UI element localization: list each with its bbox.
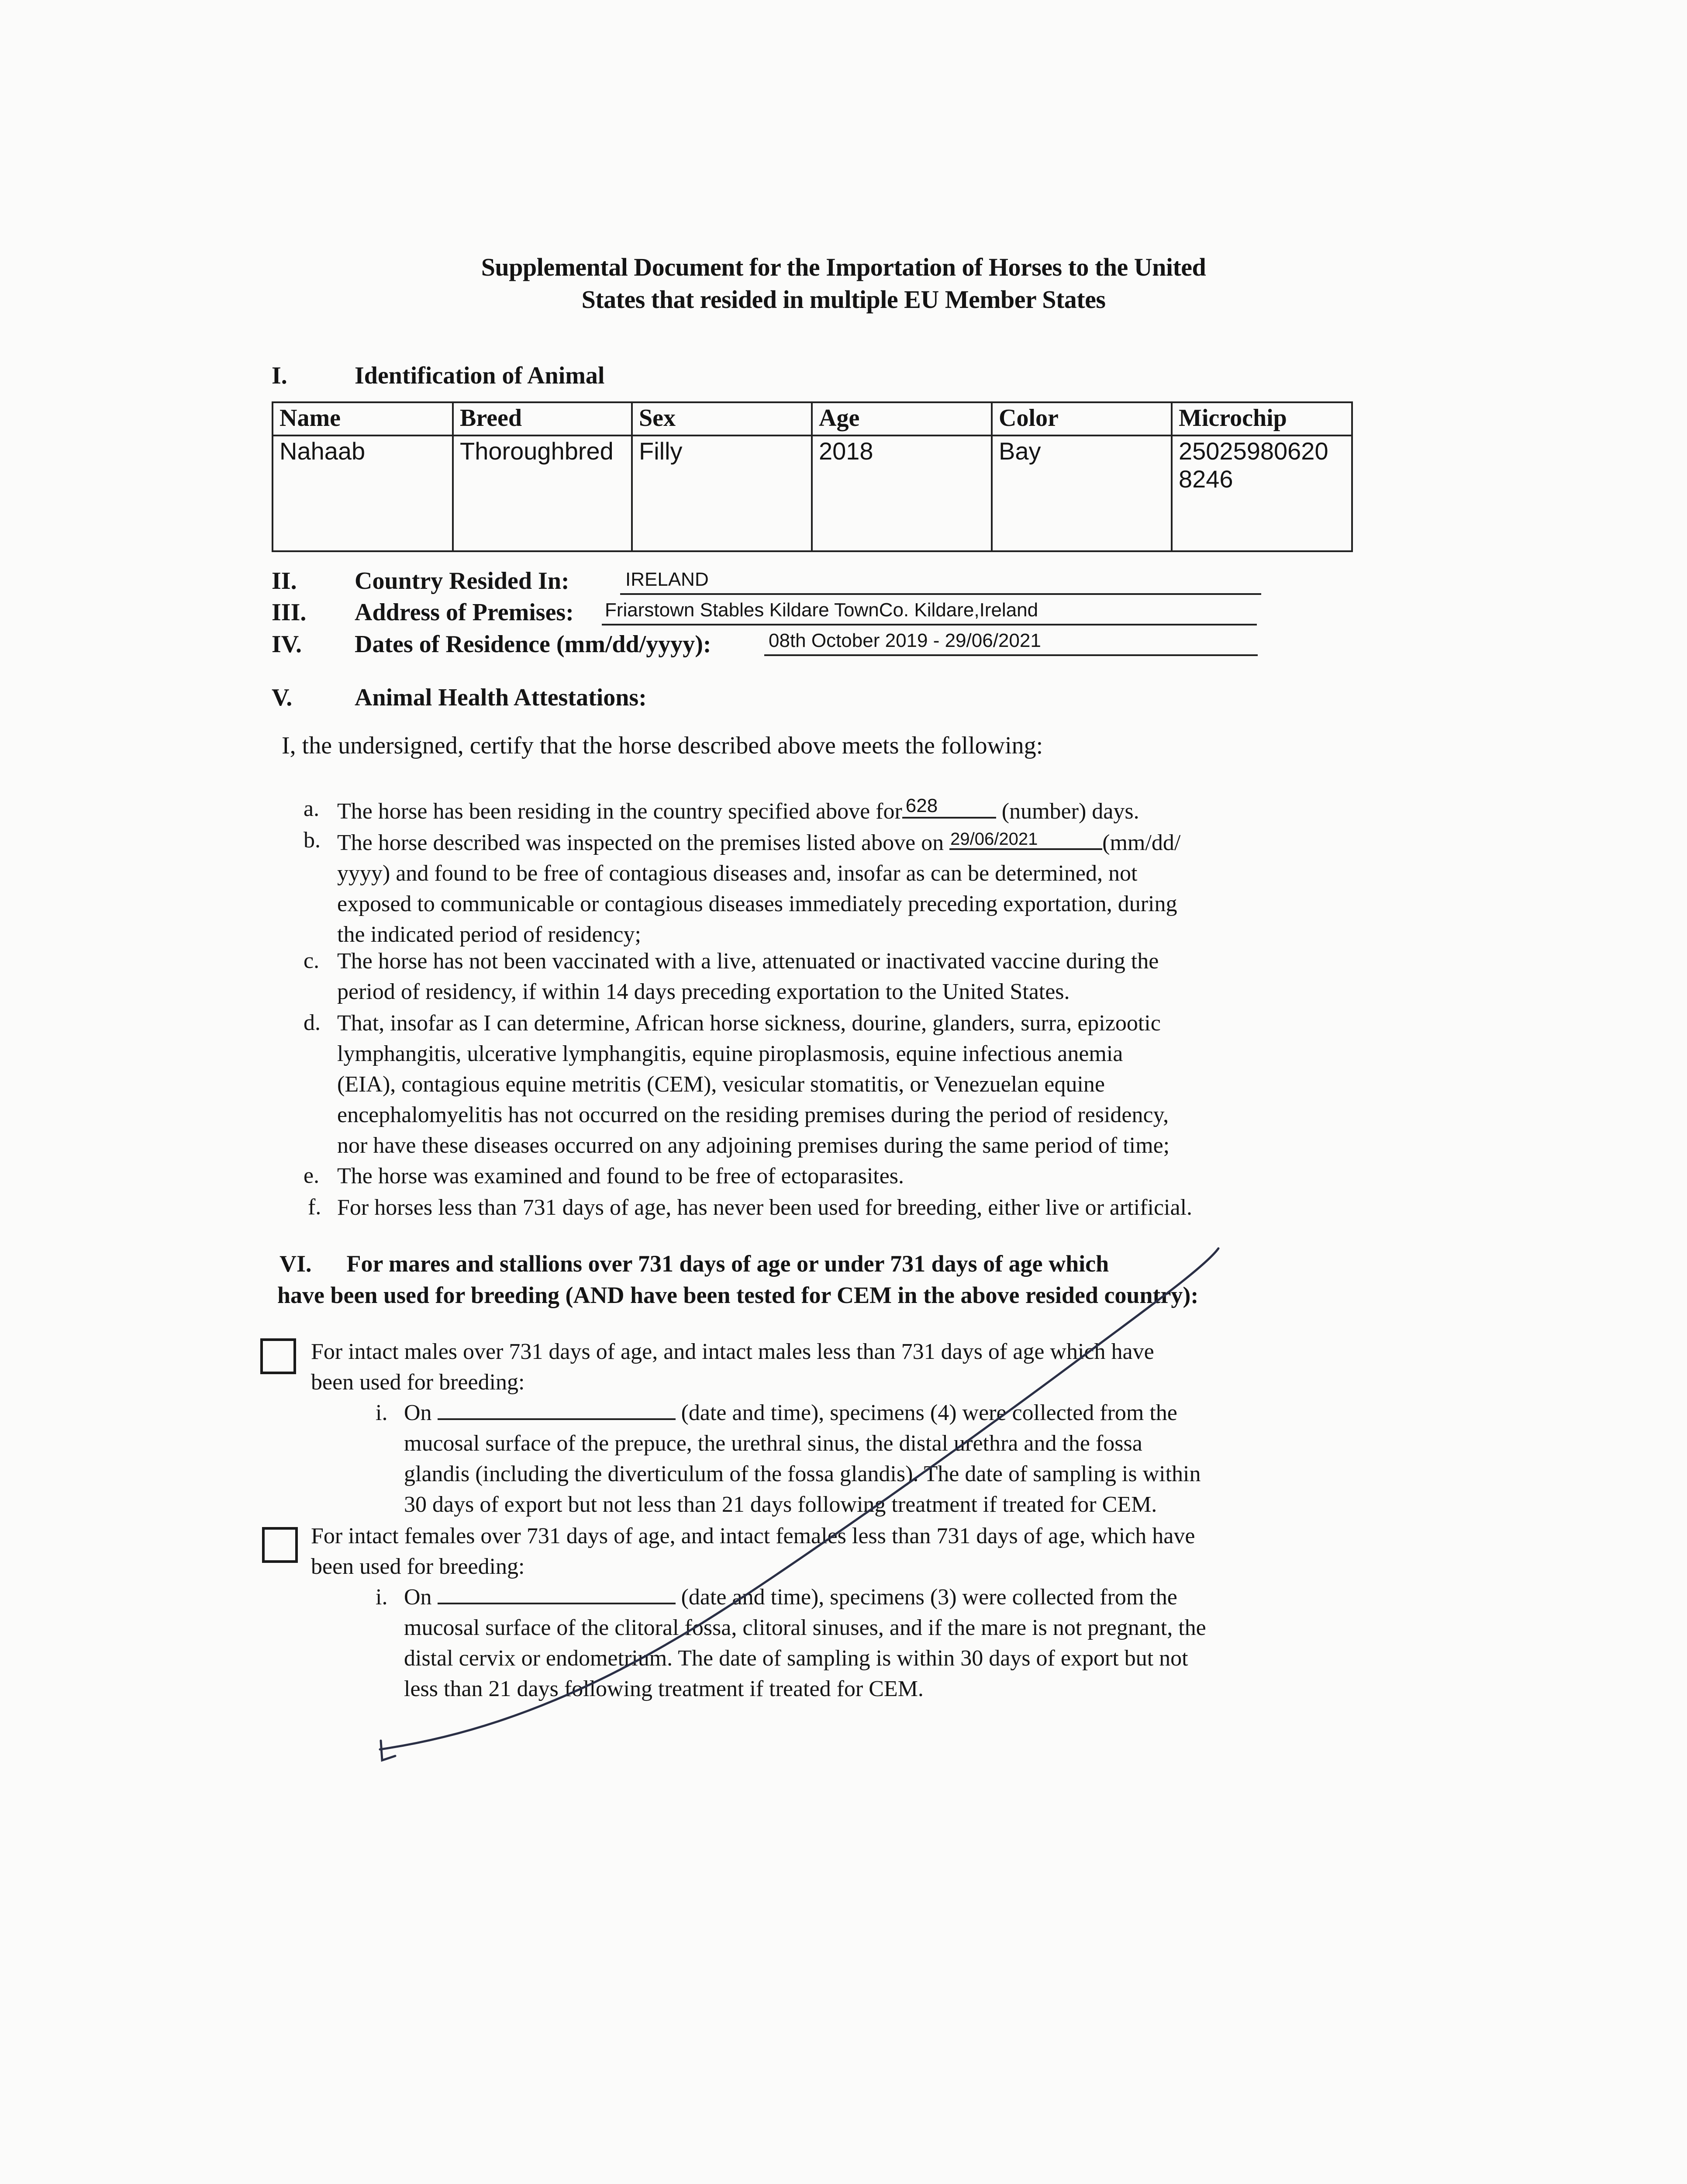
females-i-on: On bbox=[404, 1585, 432, 1610]
males-line-1: For intact males over 731 days of age, and intact males less than 731 days of age which have bbox=[311, 1339, 1154, 1364]
males-i-l1-post: (date and time), specimens (4) were collected from the bbox=[681, 1400, 1177, 1425]
header-breed: Breed bbox=[453, 402, 632, 435]
males-i-line-3: glandis (including the diverticulum of the fossa glandis). The date of sampling is within bbox=[404, 1462, 1201, 1486]
item-d-letter: d. bbox=[304, 1010, 321, 1035]
item-c-line-2: period of residency, if within 14 days preceding exportation to the United States. bbox=[337, 979, 1070, 1004]
inspection-date-value: 29/06/2021 bbox=[950, 829, 1038, 849]
item-a-pre: The horse has been residing in the country specified above for bbox=[337, 799, 902, 824]
section-6-heading-1: For mares and stallions over 731 days of age or under 731 days of age which bbox=[346, 1251, 1109, 1277]
males-i-on: On bbox=[404, 1400, 432, 1425]
item-d-line-2: lymphangitis, ulcerative lymphangitis, equine piroplasmosis, equine infectious anemia bbox=[337, 1041, 1123, 1066]
item-d-line-1: That, insofar as I can determine, African horse sickness, dourine, glanders, surra, epizootic bbox=[337, 1011, 1161, 1036]
dates-value: 08th October 2019 - 29/06/2021 bbox=[769, 630, 1041, 651]
microchip-line-2: 8246 bbox=[1179, 465, 1233, 493]
males-i-line-2: mucosal surface of the prepuce, the urethral sinus, the distal urethra and the fossa bbox=[404, 1431, 1142, 1456]
address-value: Friarstown Stables Kildare TownCo. Kildare,Ireland bbox=[605, 599, 1038, 621]
item-d-line-3: (EIA), contagious equine metritis (CEM), vesicular stomatitis, or Venezuelan equine bbox=[337, 1072, 1105, 1097]
cell-breed: Thoroughbred bbox=[453, 435, 632, 551]
males-i-line-4: 30 days of export but not less than 21 days following treatment if treated for CEM. bbox=[404, 1492, 1157, 1517]
title-line-2: States that resided in multiple EU Member States bbox=[581, 285, 1106, 314]
header-color: Color bbox=[992, 402, 1172, 435]
country-value: IRELAND bbox=[625, 569, 709, 590]
females-line-1: For intact females over 731 days of age, and intact females less than 731 days of age, which have bbox=[311, 1524, 1195, 1548]
section-2-label: Country Resided In: bbox=[355, 567, 569, 594]
certify-statement: I, the undersigned, certify that the horse described above meets the following: bbox=[282, 732, 1043, 759]
title-line-1: Supplemental Document for the Importation of Horses to the United bbox=[481, 253, 1206, 281]
males-i-num: i. bbox=[376, 1400, 388, 1425]
header-age: Age bbox=[812, 402, 992, 435]
item-e-text: The horse was examined and found to be free of ectoparasites. bbox=[337, 1164, 904, 1189]
section-4-label: Dates of Residence (mm/dd/yyyy): bbox=[355, 631, 711, 658]
item-d-line-5: nor have these diseases occurred on any adjoining premises during the same period of time; bbox=[337, 1133, 1170, 1158]
females-i-line-4: less than 21 days following treatment if treated for CEM. bbox=[404, 1676, 924, 1701]
item-c-letter: c. bbox=[304, 948, 320, 973]
cell-color: Bay bbox=[992, 435, 1172, 551]
item-c-line-1: The horse has not been vaccinated with a live, attenuated or inactivated vaccine during the bbox=[337, 949, 1159, 974]
section-3-number: III. bbox=[272, 599, 307, 626]
item-b-line-4: the indicated period of residency; bbox=[337, 922, 641, 947]
item-b-letter: b. bbox=[304, 828, 321, 853]
item-a-post: (number) days. bbox=[1001, 799, 1139, 824]
item-d-line-4: encephalomyelitis has not occurred on the residing premises during the period of residency, bbox=[337, 1102, 1169, 1127]
microchip-line-1: 25025980620 bbox=[1179, 437, 1328, 465]
females-i-line-3: distal cervix or endometrium. The date of sampling is within 30 days of export but not bbox=[404, 1646, 1188, 1671]
section-6-heading-2: have been used for breeding (AND have been tested for CEM in the above resided country): bbox=[277, 1282, 1199, 1308]
section-5-number: V. bbox=[272, 684, 293, 711]
females-i-line-2: mucosal surface of the clitoral fossa, clitoral sinuses, and if the mare is not pregnant, the bbox=[404, 1615, 1206, 1640]
header-microchip: Microchip bbox=[1172, 402, 1352, 435]
section-4-number: IV. bbox=[272, 631, 302, 658]
males-line-2: been used for breeding: bbox=[311, 1370, 525, 1395]
section-1-label: Identification of Animal bbox=[355, 362, 605, 389]
section-2-number: II. bbox=[272, 567, 297, 594]
cell-name: Nahaab bbox=[273, 435, 453, 551]
item-b-line-2: yyyy) and found to be free of contagious diseases and, insofar as can be determined, not bbox=[337, 861, 1138, 886]
section-5-label: Animal Health Attestations: bbox=[355, 684, 647, 711]
days-value: 628 bbox=[905, 795, 938, 816]
item-f-letter: f. bbox=[308, 1195, 321, 1220]
females-i-num: i. bbox=[376, 1585, 388, 1610]
header-name: Name bbox=[273, 402, 453, 435]
item-e-letter: e. bbox=[304, 1163, 320, 1188]
section-6-number: VI. bbox=[279, 1251, 312, 1277]
section-3-label: Address of Premises: bbox=[355, 599, 574, 626]
cell-age: 2018 bbox=[812, 435, 992, 551]
item-b-line-3: exposed to communicable or contagious diseases immediately preceding exportation, during bbox=[337, 892, 1177, 916]
header-sex: Sex bbox=[632, 402, 812, 435]
section-1-number: I. bbox=[272, 362, 287, 389]
item-a-letter: a. bbox=[304, 796, 320, 821]
females-line-2: been used for breeding: bbox=[311, 1554, 525, 1579]
item-b-pre: The horse described was inspected on the premises listed above on bbox=[337, 830, 944, 855]
item-b-post: (mm/dd/ bbox=[1102, 830, 1181, 855]
item-f-text: For horses less than 731 days of age, has never been used for breeding, either live or artificial. bbox=[337, 1195, 1193, 1220]
females-i-l1-post: (date and time), specimens (3) were collected from the bbox=[681, 1585, 1177, 1610]
cell-sex: Filly bbox=[632, 435, 812, 551]
